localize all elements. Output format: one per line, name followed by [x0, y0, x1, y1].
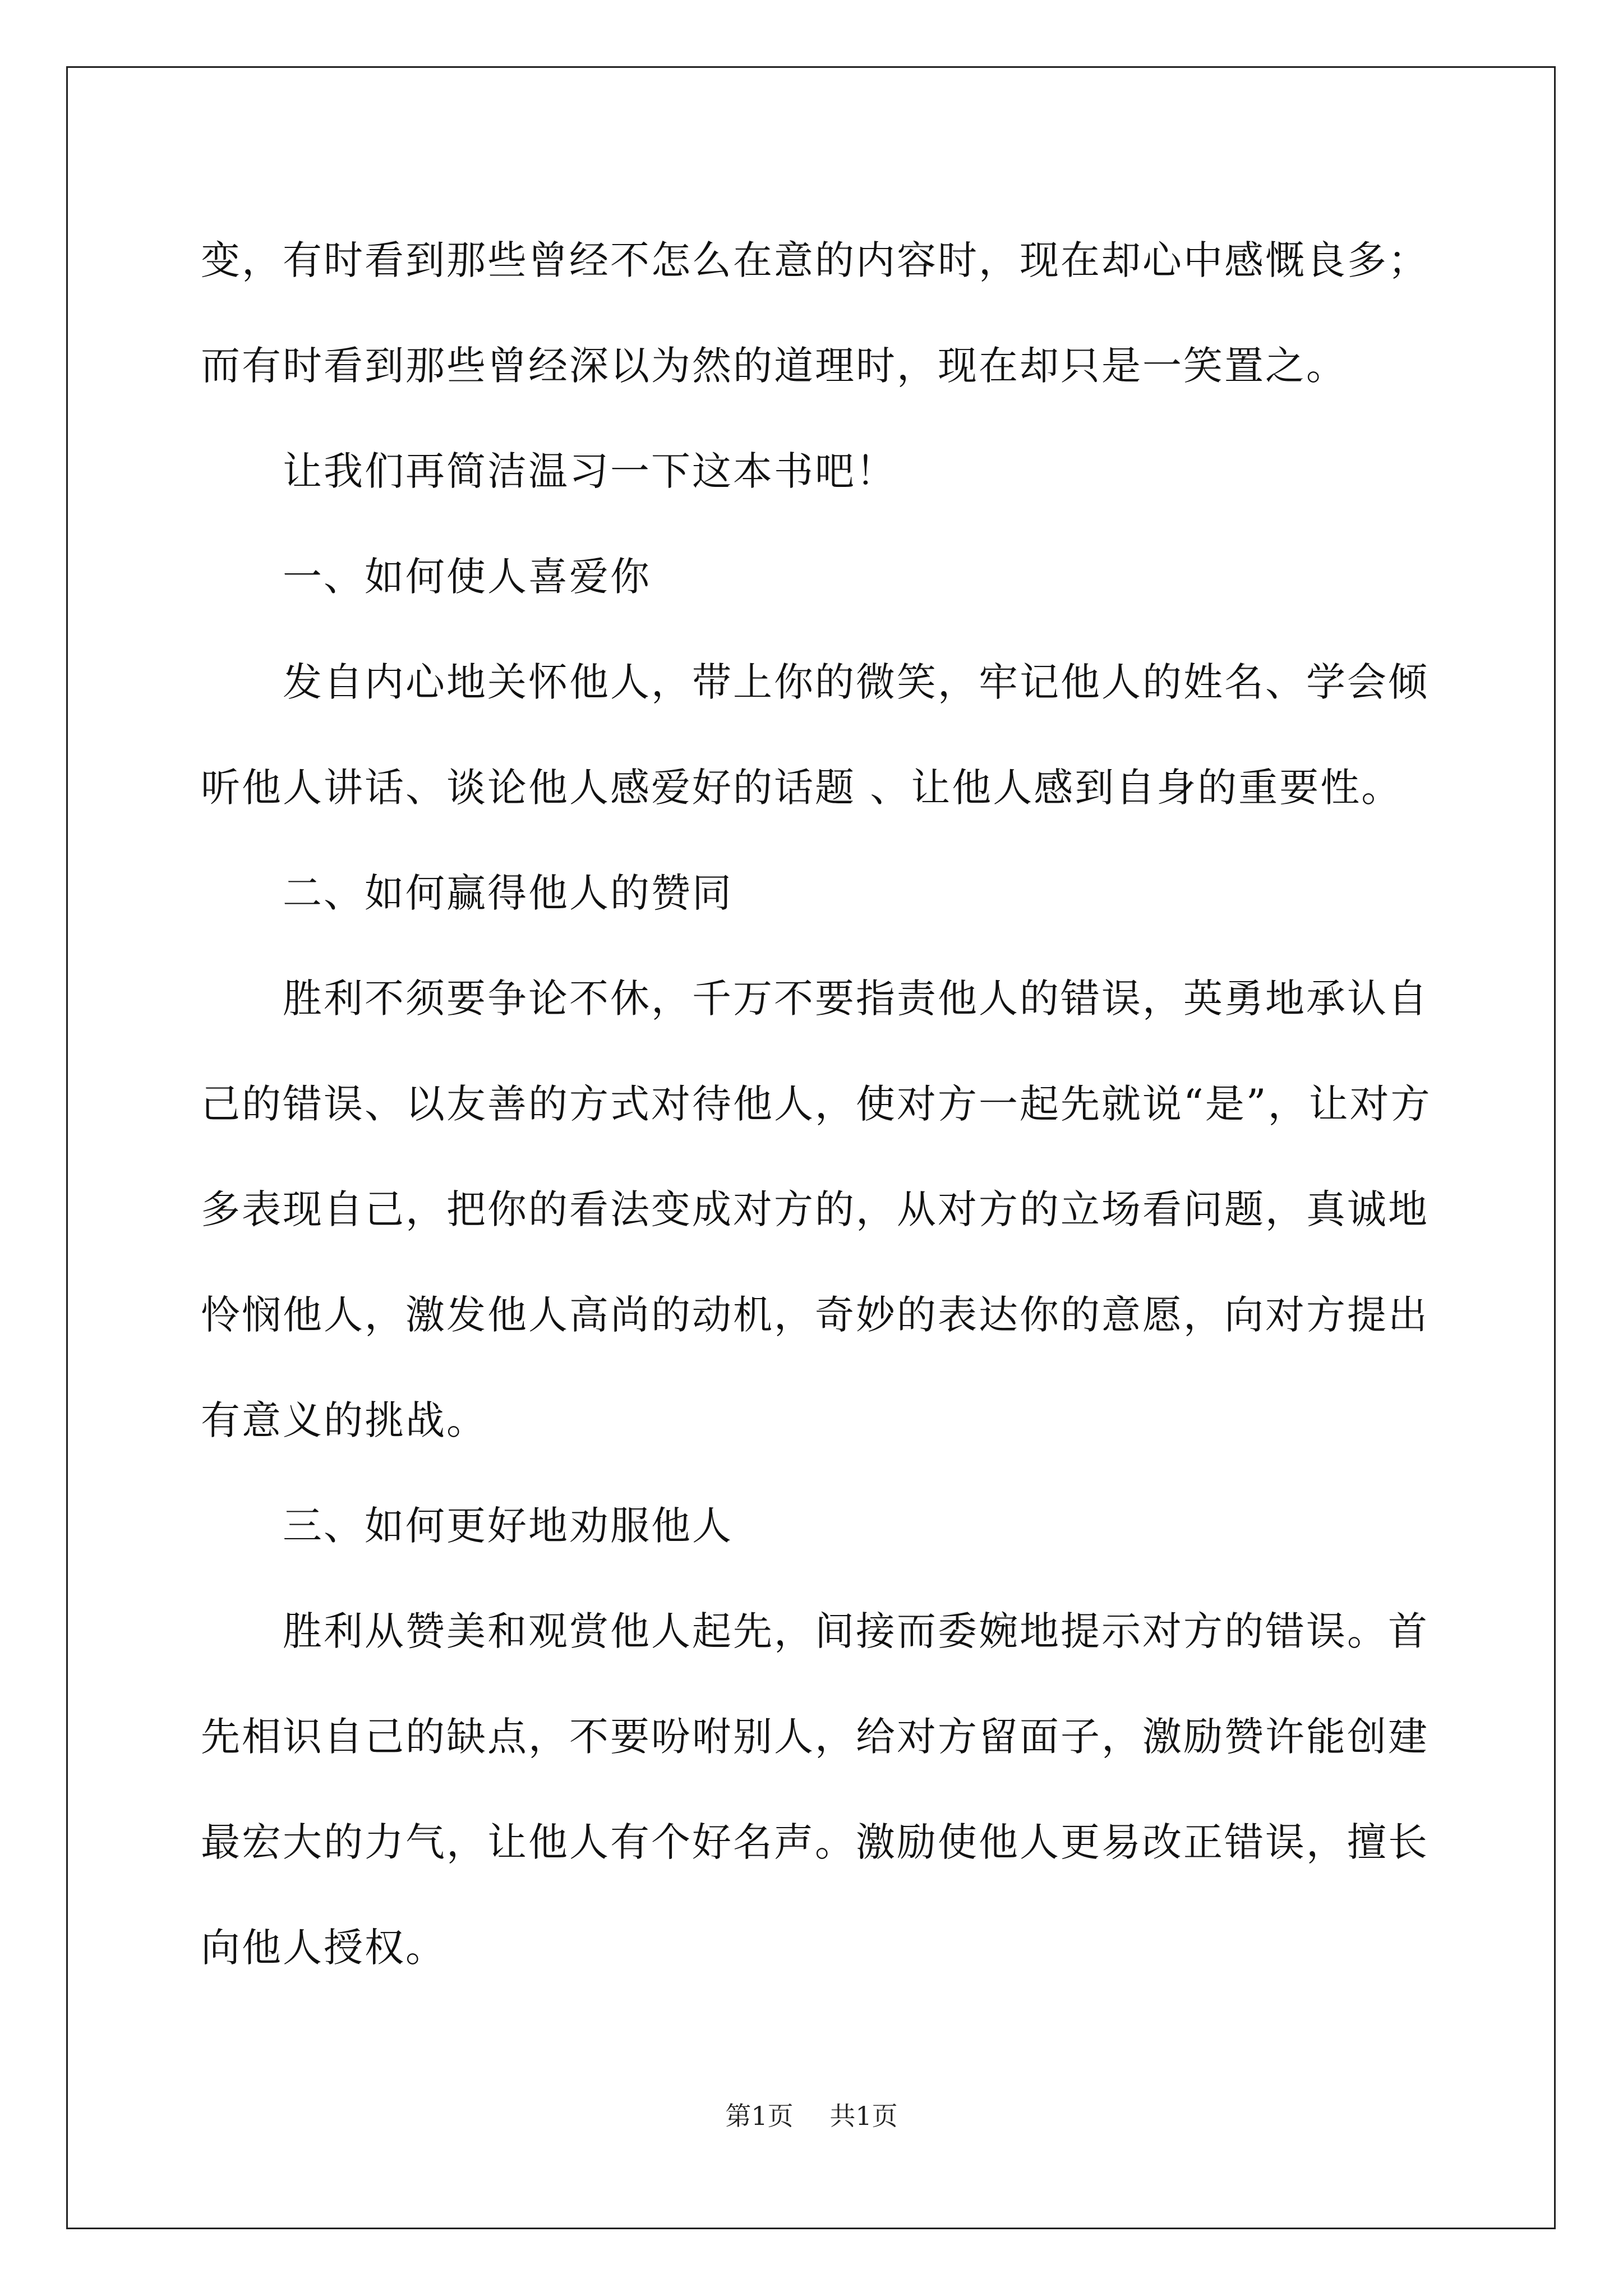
paragraph-4: 胜利不须要争论不休，千万不要指责他人的错误，英勇地承认自己的错误、以友善的方式对待他人，使对方一起先就说“是”，让对方多表现自己，把你的看法变成对方的，从对方的立场看问题，真诚地怜悯他人，激发他人高尚的动机，奇妙的表达你的意愿，向对方提出有意义的挑战。: [201, 976, 1432, 1443]
section-heading-2: 二、如何赢得他人的赞同: [283, 870, 733, 916]
paragraph-2: 让我们再简洁温习一下这本书吧！: [283, 448, 897, 494]
paragraph-1: 变，有时看到那些曾经不怎么在意的内容时，现在却心中感慨良多；而有时看到那些曾经深以为然的道理时，现在却只是一笑置之。: [201, 237, 1429, 389]
paragraph-5: 胜利从赞美和观赏他人起先，间接而委婉地提示对方的错误。首先相识自己的缺点，不要吩咐别人，给对方留面子，激励赞许能创建最宏大的力气，让他人有个好名声。激励使他人更易改正错误，擅长向他人授权。: [201, 1608, 1429, 1971]
section-heading-1: 一、如何使人喜爱你: [283, 554, 651, 600]
page-number-total: 共1页: [829, 2101, 898, 2131]
document-body: [201, 208, 1438, 2000]
paragraph-3: 发自内心地关怀他人，带上你的微笑，牢记他人的姓名、学会倾听他人讲话、谈论他人感爱好的话题 、让他人感到自身的重要性。: [201, 659, 1429, 811]
page-number-current: 第1页: [725, 2101, 794, 2131]
page-footer: [0, 2099, 1623, 2133]
section-heading-3: 三、如何更好地劝服他人: [283, 1503, 733, 1549]
